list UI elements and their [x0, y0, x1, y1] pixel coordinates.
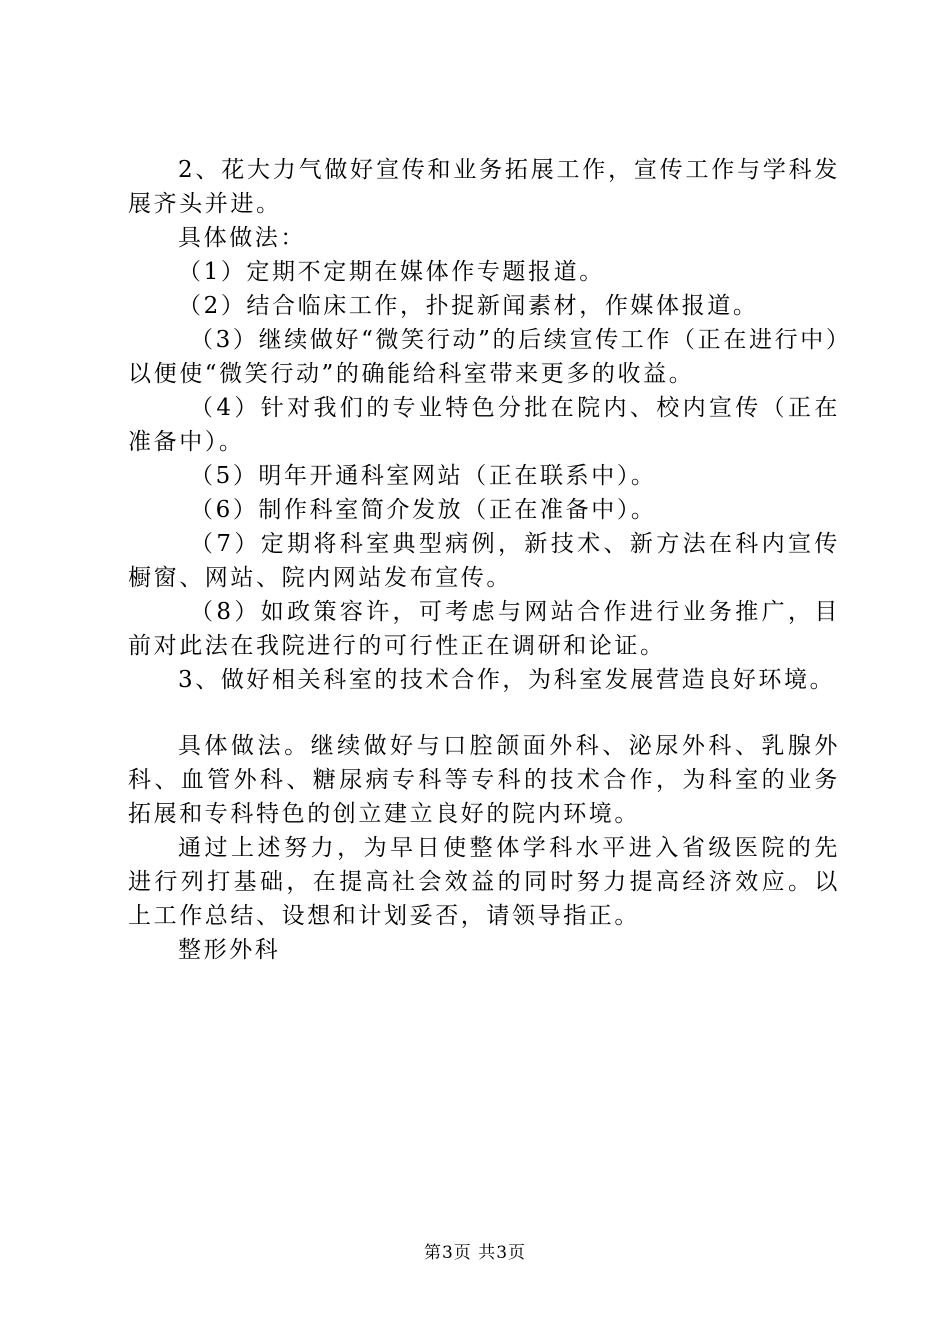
paragraph-gap — [128, 697, 840, 729]
cooperation-paragraph: 具体做法。继续做好与口腔颌面外科、泌尿外科、乳腺外科、血管外科、糖尿病专科等专科的技术合作，为科室的业务拓展和专科特色的创立建立良好的院内环境。 — [128, 733, 840, 827]
list-item-6: （6）制作科室简介发放（正在准备中）。 — [190, 497, 657, 523]
list-item-5: （5）明年开通科室网站（正在联系中）。 — [190, 463, 657, 489]
document-body — [128, 153, 840, 967]
method-label: 具体做法： — [178, 225, 306, 251]
list-item-2: （2）结合临床工作，扑捉新闻素材，作媒体报道。 — [178, 293, 759, 319]
list-item-8: （8）如政策容许，可考虑与网站合作进行业务推广，目前对此法在我院进行的可行性正在调研和论证。 — [128, 599, 840, 659]
conclusion-paragraph: 通过上述努力，为早日使整体学科水平进入省级医院的先进行列打基础，在提高社会效益的同时努力提高经济效应。以上工作总结、设想和计划妥否，请领导指正。 — [128, 835, 840, 929]
signature-department: 整形外科 — [178, 937, 281, 963]
list-item-4: （4）针对我们的专业特色分批在院内、校内宣传（正在准备中）。 — [128, 395, 840, 455]
section-2-heading: 2、花大力气做好宣传和业务拓展工作，宣传工作与学科发展齐头并进。 — [128, 157, 840, 217]
page-footer: 第3页 共3页 — [423, 1243, 527, 1263]
section-3-heading: 3、做好相关科室的技术合作，为科室发展营造良好环境。 — [178, 667, 836, 693]
list-item-7: （7）定期将科室典型病例，新技术、新方法在科内宣传橱窗、网站、院内网站发布宣传。 — [128, 531, 840, 591]
list-item-1: （1）定期不定期在媒体作专题报道。 — [178, 259, 605, 285]
list-item-3: （3）继续做好“微笑行动”的后续宣传工作（正在进行中）以便使“微笑行动”的确能给科室带来更多的收益。 — [128, 327, 840, 387]
